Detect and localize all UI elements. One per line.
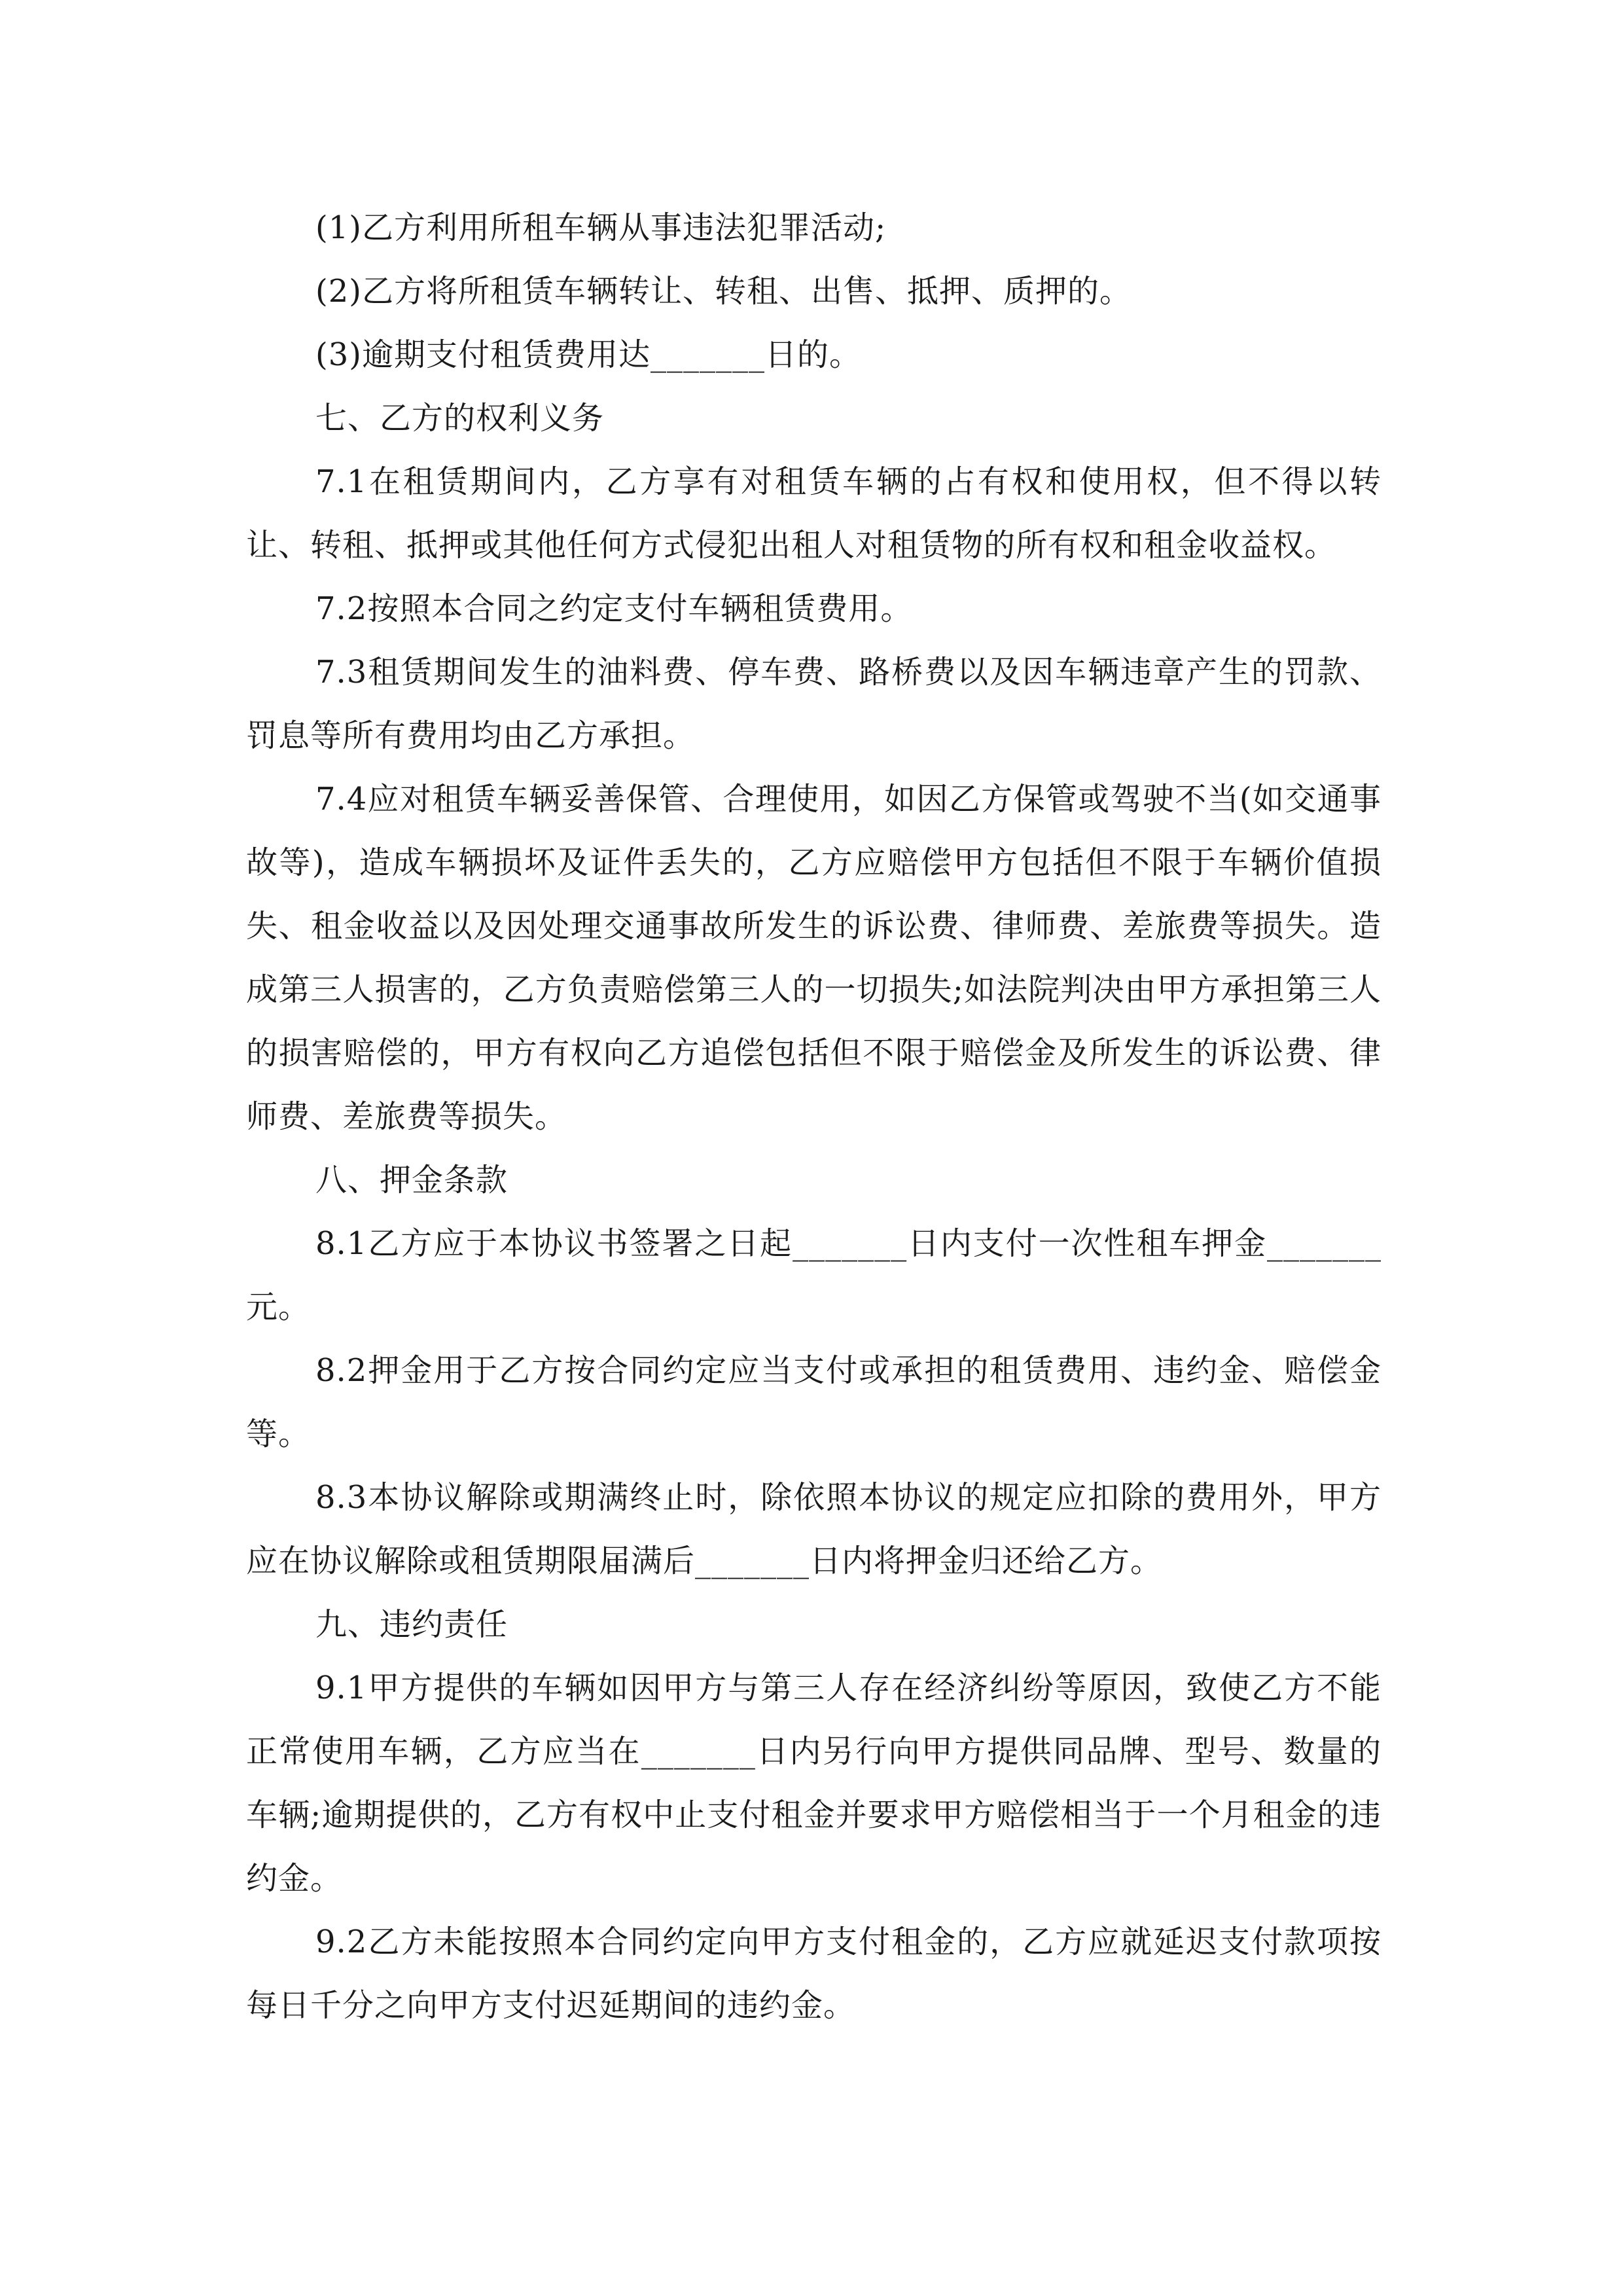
document-page bbox=[246, 196, 1382, 2037]
section-heading-8: 八、押金条款 bbox=[315, 1162, 508, 1198]
clause-item-2: (2)乙方将所租赁车辆转让、转租、出售、抵押、质押的。 bbox=[315, 273, 1132, 310]
clause-item-3: (3)逾期支付租赁费用达_______日的。 bbox=[315, 336, 861, 373]
clause-8-3: 8.3本协议解除或期满终止时，除依照本协议的规定应扣除的费用外，甲方应在协议解除或租赁期限届满后_______日内将押金归还给乙方。 bbox=[246, 1479, 1382, 1579]
section-heading-7: 七、乙方的权利义务 bbox=[315, 400, 605, 437]
clause-8-1: 8.1乙方应于本协议书签署之日起_______日内支付一次性租车押金_______元。 bbox=[246, 1225, 1382, 1325]
section-heading-9: 九、违约责任 bbox=[315, 1606, 508, 1643]
clause-7-2: 7.2按照本合同之约定支付车辆租赁费用。 bbox=[315, 590, 913, 627]
clause-9-2: 9.2乙方未能按照本合同约定向甲方支付租金的，乙方应就延迟支付款项按每日千分之向甲方支付迟延期间的违约金。 bbox=[246, 1924, 1382, 2024]
clause-7-1: 7.1在租赁期间内，乙方享有对租赁车辆的占有权和使用权，但不得以转让、转租、抵押或其他任何方式侵犯出租人对租赁物的所有权和租金收益权。 bbox=[246, 463, 1382, 564]
clause-7-4: 7.4应对租赁车辆妥善保管、合理使用，如因乙方保管或驾驶不当(如交通事故等)，造成车辆损坏及证件丢失的，乙方应赔偿甲方包括但不限于车辆价值损失、租金收益以及因处理交通事故所发生的诉讼费、律师费、差旅费等损失。造成第三人损害的，乙方负责赔偿第三人的一切损失;如法院判决由甲方承担第三人的损害赔偿的，甲方有权向乙方追偿包括但不限于赔偿金及所发生的诉讼费、律师费、差旅费等损失。 bbox=[246, 781, 1382, 1135]
clause-7-3: 7.3租赁期间发生的油料费、停车费、路桥费以及因车辆违章产生的罚款、罚息等所有费用均由乙方承担。 bbox=[246, 654, 1382, 754]
clause-8-2: 8.2押金用于乙方按合同约定应当支付或承担的租赁费用、违约金、赔偿金等。 bbox=[246, 1352, 1382, 1452]
clause-9-1: 9.1甲方提供的车辆如因甲方与第三人存在经济纠纷等原因，致使乙方不能正常使用车辆，乙方应当在_______日内另行向甲方提供同品牌、型号、数量的车辆;逾期提供的，乙方有权中止支付租金并要求甲方赔偿相当于一个月租金的违约金。 bbox=[246, 1670, 1382, 1897]
clause-item-1: (1)乙方利用所租车辆从事违法犯罪活动; bbox=[315, 209, 887, 246]
